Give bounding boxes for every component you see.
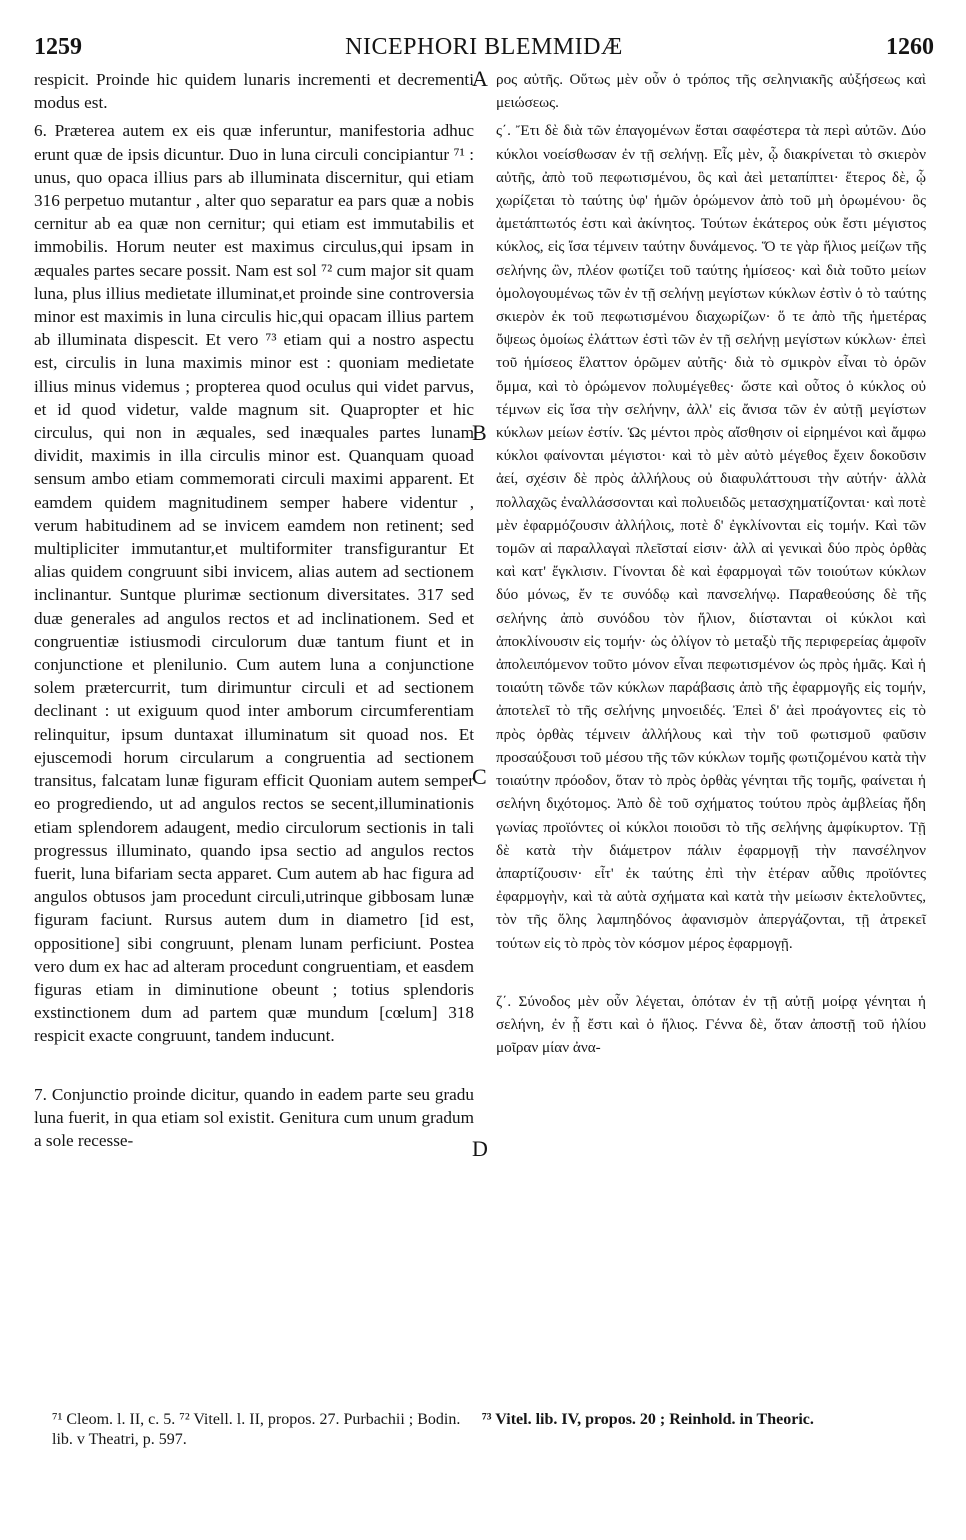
greek-paragraph: ρος αὐτῆς. Οὕτως μὲν οὖν ὁ τρόπος τῆς σεληνιακῆς αὐξήσεως καὶ μειώσεως. bbox=[496, 71, 926, 112]
greek-column bbox=[496, 68, 926, 1059]
greek-paragraph: ζ΄. Σύνοδος μὲν οὖν λέγεται, ὁπόταν ἐν τῇ αὐτῇ μοίρᾳ γένηται ἡ σελήνη, ἐν ᾗ ἔστι καὶ ὁ ἥλιος. Γέννα δὲ, ὅταν ἀποστῇ τοῦ ἡλίου μοῖραν μίαν ἀνα- bbox=[496, 992, 926, 1057]
running-title: NICEPHORI BLEMMIDÆ bbox=[345, 34, 623, 60]
latin-column bbox=[34, 68, 474, 1152]
latin-paragraph: 6. Præterea autem ex eis quæ inferuntur, manifestoria adhuc erunt quæ de ipsis dicuntur. Duo in luna circuli concipiantur ⁷¹ : unus, quo opaca illius pars ab illuminata discernitur, qui etiam 316 perpetuo mutantur , alter quo separatur ea pars quæ a nobis cernitur ab ea quæ non cernitur; qui etiam est immutabilis et immobilis. Horum neuter est maximus circulus,qui ipsam in æquales partes secare possit. Nam est sol ⁷² cum major sit quam luna, plus illius medietate illuminat,et proinde sine controversia minor est maximis in luna circulis hic,qui opacam illius partem ab illuminata dispescit. Et vero ⁷³ etiam qui a nostro aspectu est, circulis in luna maximis minor est : quoniam medietate illius minus videmus ; propterea quod oculus qui videt parvus, et id quod videtur, valde magnum sit. Quapropter et hic circulus, qui non in æquales, sed inæquales partes lunam dividit, maximis in illa circulis minor est. Quanquam quoad sensum ambo etiam commemorati circuli maximi apparent. Et eamdem quidem magnitudinem semper habere videntur , verum habitudinem ad se invicem eamdem non retinent; sed multipliciter immutantur,et multiformiter transfigurantur Et alias quidem congruunt sibi invicem, alias autem ad sectionem inclinantur. Suntque plurimæ sectionum diversitates. 317 sed duæ generales ad angulos rectos et ad inclinationem. Sed et congruentiæ istiusmodi circulorum duæ tantum fiunt et in conjunctione et plenilunio. Cum autem luna a conjunctione solem prætercurrit, tum dirimuntur circuli et ad sectionem declinant : ut exiguum quod inter amborum circumferentiam relinquitur, ipsum duntaxat illuminatum sit quoad nos. Et ejuscemodi horum circularum a congruentia ad sectionem transitus, falcatam lunæ figuram efficit Quoniam autem semper eo progrediendo, ut ad angulos rectos se secent,illuminationis etiam splendorem adaugent, medio circulorum sectionis in tali progressus illuminato, quando ipsa sectio ad angulos rectos fuerit, luna bifariam secta apparet. Cum autem ab hac figura ad angulos obtusos jam procedunt circuli,utrinque gibbosam lunæ figuram faciunt. Rursus autem dum in diametro [id est, oppositione] sibi congruunt, plenam lunam perficiunt. Postea vero dum ex hac ad alteram procedunt congruentiam, et easdem figuras etiam in diminutione obeunt ; totius splendoris exstinctionem dum ad partem quæ mundum [cœlum] 318 respicit exacte congruunt, tandem inducunt. bbox=[34, 121, 474, 1046]
footnotes-right: ⁷³ Vitel. lib. IV, propos. 20 ; Reinhold. in Theoric. bbox=[482, 1411, 814, 1428]
margin-letter-d: D bbox=[472, 1136, 488, 1161]
page-number-left: 1259 bbox=[34, 34, 82, 60]
footnotes-left: ⁷¹ Cleom. l. II, c. 5. ⁷² Vitell. l. II, propos. 27. Purbachii ; Bodin. lib. v Theatri, p. 597. bbox=[52, 1411, 461, 1448]
greek-paragraph: ς΄. Ἔτι δὲ διὰ τῶν ἐπαγομένων ἔσται σαφέστερα τὰ περὶ αὐτῶν. Δύο κύκλοι νοείσθωσαν ἐν τῇ σελήνῃ. Εἷς μὲν, ᾧ διακρίνεται τὸ σκιερὸν αὐτῆς, ἀπὸ τοῦ πεφωτισμένου, ὃς καὶ ἀεὶ μεταπίπτει· ἕτερος δὲ, ᾧ χωρίζεται τὸ ταύτης ὑφ' ἡμῶν ὁρώμενον ἀπὸ τοῦ μὴ ὁρωμένου· ὃς ἀμετάπτωτός ἐστι καὶ ἀκίνητος. Τούτων ἑκάτερος οὐκ ἔστι μέγιστος κύκλος, εἰς ἴσα τέμνειν ταύτην δυνάμενος. Ὅ τε γὰρ ἥλιος μείζων τῆς σελήνης ὢν, πλέον φωτίζει τοῦ ταύτης ἡμίσεος· καὶ διὰ τοῦτο μείων ὁμολογουμένως τῶν ἐν τῇ σελήνῃ μεγίστων κύκλων ἐστὶν ὁ τὸ ταύτης σκιερὸν ἐκ τοῦ πεφωτισμένου διαχωρίζων· ὅ τε ἀπὸ τῆς ἡμετέρας ὄψεως ὁμοίως ἐλάττων ἐστὶ τῶν ἐν τῇ σελήνῃ μεγίστων κύκλων· ἐπεὶ τοῦ ἡμίσεος ἔλαττον ὁρῶμεν αὐτῆς· διὰ τὸ σμικρὸν εἶναι τὸ ὁρῶν ὄμμα, καὶ τὸ ὁρώμενον πολυμέγεθες· ὥστε καὶ οὗτος ὁ κύκλος οὐ τέμνων εἰς ἴσα τὴν σελήνην, ἀλλ' εἰς ἄνισα τῶν ἐν αὐτῇ μεγίστων κύκλων μείων ἐστίν. Ὡς μέντοι πρὸς αἴσθησιν οἱ εἰρημένοι καὶ ἄμφω κύκλοι φαίνονται μέγιστοι· καὶ τὸ μὲν αὐτὸ μέγεθος ἔχειν δοκοῦσιν ἀεί, σχέσιν δὲ πρὸς ἀλλήλους οὐ διαφυλάττουσι τὴν αὐτήν· ἀλλὰ πολλαχῶς ἐναλλάσσονται καὶ πολυειδῶς μετασχηματίζονται· καὶ ποτὲ μὲν ἐφαρμόζουσιν ἀλλήλοις, ποτὲ δ' ἐγκλίνονται εἰς τομήν. Καὶ τῶν τομῶν αἱ παραλλαγαὶ πλεῖσταί εἰσιν· ἀλλ αἱ γενικαὶ δύο πρὸς ὀρθὰς καὶ κατ' ἔγκλισιν. Γίνονται δὲ καὶ ἐφαρμογαὶ τῶν τοιούτων κύκλων δύο μόνως, ἔν τε συνόδῳ καὶ πανσελήνῳ. Παραθεούσης δὲ τῆς σελήνης ἀπὸ συνόδου τὸν ἥλιον, διίστανται οἱ κύκλοι καὶ ἀποκλίνουσιν εἰς τομήν· ὡς ὀλίγον τὸ μεταξὺ τῆς περιφερείας ἀμφοῖν ἀπολειπόμενον τοῦτο μόνον εἶναι πεφωτισμένον ὡς πρὸς ἡμᾶς. Καὶ ἡ τοιαύτη τῶνδε τῶν κύκλων παράβασις ἀπὸ τῆς ἐφαρμογῆς εἰς τομήν, ἀποτελεῖ τὸ τῆς σελήνης μηνοειδές. Ἐπεὶ δ' ἀεὶ προάγοντες εἰς τὸ πρὸς ὀρθὰς τέμνειν ἀλλήλους καὶ τὴν τοῦ φωτισμοῦ φαῦσιν προσαύξουσι τοῦ μέσου τῆς τῶν κύκλων τομῆς φωτιζομένου κατὰ τὴν τοιαύτην πρόοδον, ὅταν τὸ πρὸς ὀρθὰς γένηται τῆς τομῆς, φαίνεται ἡ σελήνη διχότομος. Ἀπὸ δὲ τοῦ σχήματος τούτου πρὸς ἀμβλείας ἤδη γωνίας προϊόντες οἱ κύκλοι ποιοῦσι τὸ τῆς σελήνης ἀμφίκυρτον. Τῇ δὲ κατὰ τὴν διάμετρον πάλιν ἐφαρμογῇ τὴν πανσέληνον ἀπαρτίζουσιν· εἶτ' ἐκ ταύτης ἐπὶ τὴν ἑτέραν αὖθις προϊόντες ἐφαρμογὴν, καὶ τὰ αὐτὰ σχήματα καὶ κατὰ τὴν μείωσιν ἐκτελοῦντες, τὸν τῆς ὅλης λαμπηδόνος ἀφανισμὸν ἀπεργάζονται, τῇ ἀτρεκεῖ τούτων εἰς τὸ πρὸς τὸν κόσμον μέρος ἐφαρμογῇ. bbox=[496, 122, 926, 952]
page-header bbox=[34, 34, 934, 64]
margin-letter-c: C bbox=[472, 764, 487, 789]
latin-paragraph: 7. Conjunctio proinde dicitur, quando in eadem parte seu gradu luna fuerit, in qua etiam sol existit. Genitura cum unum gradum a sole recesse- bbox=[34, 1084, 474, 1150]
page-number-right: 1260 bbox=[886, 34, 934, 60]
margin-letter-a: A bbox=[472, 66, 488, 91]
latin-paragraph: respicit. Proinde hic quidem lunaris incrementi et decrementi modus est. bbox=[34, 70, 474, 113]
margin-letter-b: B bbox=[472, 420, 487, 445]
